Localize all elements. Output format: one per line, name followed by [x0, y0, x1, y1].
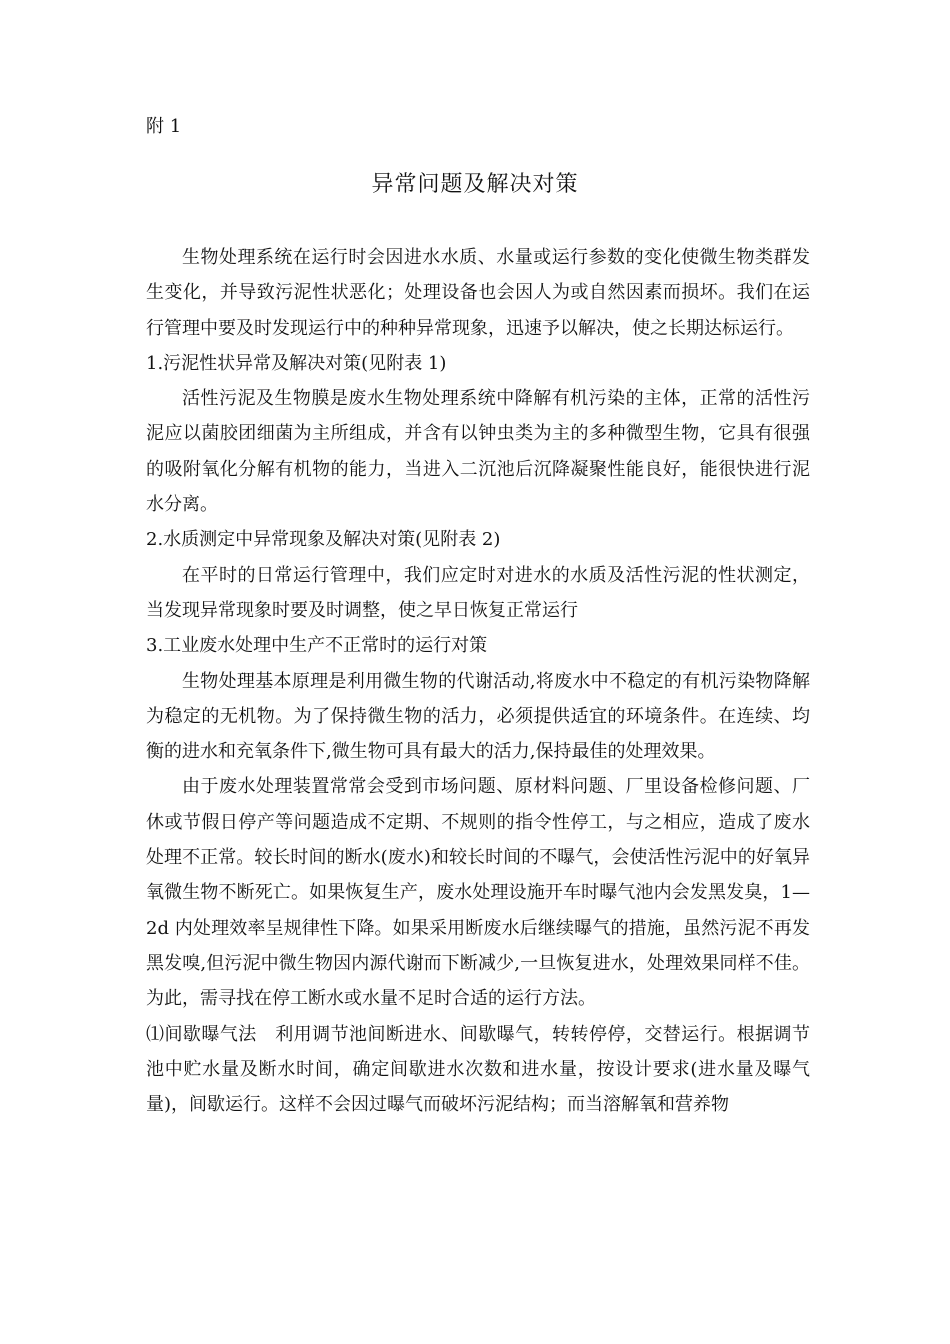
annex-label: 附 1 [146, 116, 182, 137]
section-heading-1: 1.污泥性状异常及解决对策(见附表 1) [146, 352, 447, 374]
section-3-paragraph-2: 由于废水处理装置常常会受到市场问题、原材料问题、厂里设备检修问题、厂休或节假日停产等问题造成不定期、不规则的指令性停工，与之相应，造成了废水处理不正常。较长时间的断水(废水)和较长时间的不曝气，会使活性污泥中的好氧异氧微生物不断死亡。如果恢复生产，废水处理设施开车时曝气池内会发黑发臭，1—2d 内处理效率呈规律性下降。如果采用断废水后继续曝气的措施，虽然污泥不再发黑发嗅,但污泥中微生物因内源代谢而下断减少,一旦恢复进水，处理效果同样不佳。为此，需寻找在停工断水或水量不足时合适的运行方法。 [146, 776, 810, 1010]
document-body [146, 240, 810, 1122]
method-1-paragraph: ⑴间歇曝气法 利用调节池间断进水、间歇曝气，转转停停，交替运行。根据调节池中贮水量及断水时间，确定间歇进水次数和进水量，按设计要求(进水量及曝气量)，间歇运行。这样不会因过曝气而破坏污泥结构；而当溶解氧和营养物 [146, 1023, 810, 1116]
section-heading-3: 3.工业废水处理中生产不正常时的运行对策 [146, 635, 488, 657]
section-1-paragraph: 活性污泥及生物膜是废水生物处理系统中降解有机污染的主体，正常的活性污泥应以菌胶团细菌为主所组成，并含有以钟虫类为主的多种微型生物，它具有很强的吸附氧化分解有机物的能力，当进入二沉池后沉降凝聚性能良好，能很快进行泥水分离。 [146, 388, 810, 516]
section-2-paragraph: 在平时的日常运行管理中，我们应定时对进水的水质及活性污泥的性状测定，当发现异常现象时要及时调整，使之早日恢复正常运行 [146, 564, 810, 621]
intro-paragraph: 生物处理系统在运行时会因进水水质、水量或运行参数的变化使微生物类群发生变化，并导致污泥性状恶化；处理设备也会因人为或自然因素而损坏。我们在运行管理中要及时发现运行中的种种异常现象，迅速予以解决，使之长期达标运行。 [146, 247, 810, 339]
section-3-paragraph-1: 生物处理基本原理是利用微生物的代谢活动,将废水中不稳定的有机污染物降解为稳定的无机物。为了保持微生物的活力，必须提供适宜的环境条件。在连续、均衡的进水和充氧条件下,微生物可具有最大的活力,保持最佳的处理效果。 [146, 670, 810, 763]
page-title: 异常问题及解决对策 [371, 172, 579, 197]
section-heading-2: 2.水质测定中异常现象及解决对策(见附表 2) [146, 529, 501, 551]
